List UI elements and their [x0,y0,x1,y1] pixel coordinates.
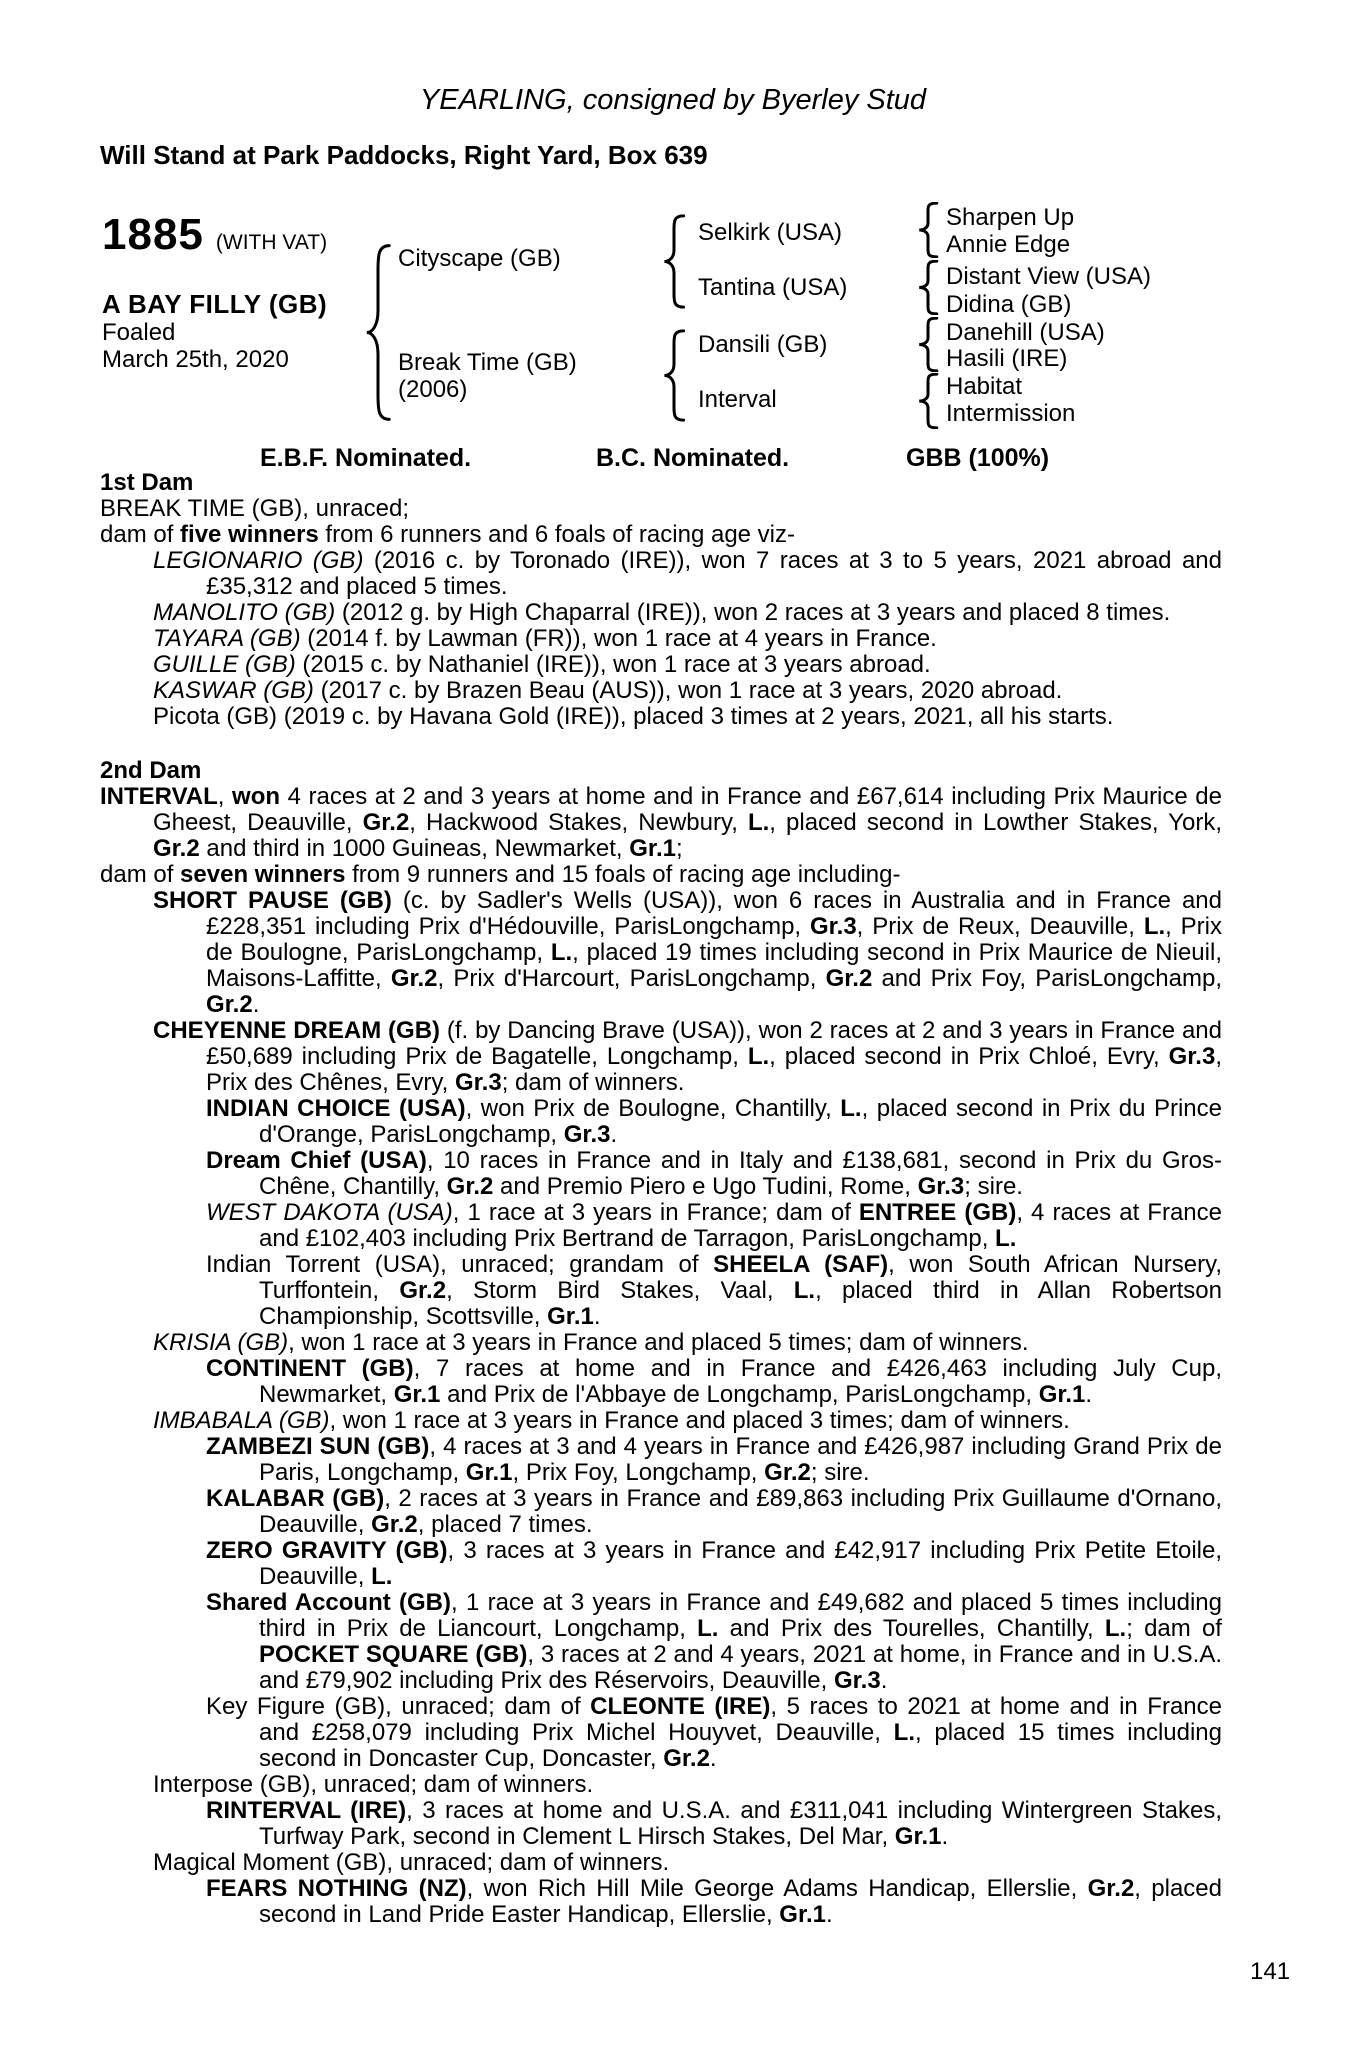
text-paragraph: FEARS NOTHING (NZ), won Rich Hill Mile George Adams Handicap, Ellerslie, Gr.2, placed second in Land Pride Easter Handicap, Ellerslie, Gr.1. [206,1875,1222,1928]
text-paragraph: CONTINENT (GB), 7 races at home and in France and £426,463 including July Cup, Newmarket, Gr.1 and Prix de l'Abbaye de Longchamp, ParisLongchamp, Gr.1. [206,1355,1222,1408]
pedigree-brace-grandsire-4 [917,373,939,429]
text-paragraph: BREAK TIME (GB), unraced; [100,495,409,522]
section-heading: 2nd Dam [100,757,202,784]
pedigree-brace-grandsire-1 [917,202,939,258]
pedigree-gen3-1: Sharpen Up [946,204,1075,231]
text-paragraph: KALABAR (GB), 2 races at 3 years in France and £89,863 including Prix Guillaume d'Ornano, Deauville, Gr.2, placed 7 times. [206,1485,1222,1538]
pedigree-gen2-dam-sire: Dansili (GB) [698,331,828,358]
text-paragraph: WEST DAKOTA (USA), 1 race at 3 years in France; dam of ENTREE (GB), 4 races at France and £102,403 including Prix Bertrand de Tarragon, ParisLongchamp, L. [206,1199,1222,1252]
pedigree-gen3-6: Hasili (IRE) [946,345,1068,372]
text-paragraph: ZAMBEZI SUN (GB), 4 races at 3 and 4 years in France and £426,987 including Grand Prix de Paris, Longchamp, Gr.1, Prix Foy, Longchamp, Gr.2; sire. [206,1433,1222,1486]
page-title: YEARLING, consigned by Byerley Stud [419,84,927,116]
vat-note: (WITH VAT) [215,231,328,254]
text-paragraph: GUILLE (GB) (2015 c. by Nathaniel (IRE)), won 1 race at 3 years abroad. [153,651,931,678]
lot-number: 1885 [102,210,204,259]
lot-header [102,210,327,260]
pedigree-dam-name: Break Time (GB) [398,349,577,376]
pedigree-dam-year: (2006) [398,376,468,403]
page-number: 141 [1250,1958,1291,1985]
pedigree-gen3-8: Intermission [946,400,1076,427]
text-paragraph: Dream Chief (USA), 10 races in France and in Italy and £138,681, second in Prix du Gros-Chêne, Chantilly, Gr.2 and Premio Piero e Ugo Tudini, Rome, Gr.3; sire. [206,1147,1222,1200]
bc-nomination: B.C. Nominated. [596,444,790,472]
foaled-date: March 25th, 2020 [102,346,289,373]
text-paragraph: Picota (GB) (2019 c. by Havana Gold (IRE)), placed 3 times at 2 years, 2021, all his starts. [153,703,1114,730]
text-paragraph: Shared Account (GB), 1 race at 3 years in France and £49,682 and placed 5 times including third in Prix de Liancourt, Longchamp, L. and Prix des Tourelles, Chantilly, L.; dam of POCKET SQUARE (GB), 3 races at 2 and 4 years, 2021 at home, in France and in U.S.A. and £79,902 including Prix des Réservoirs, Deauville, Gr.3. [206,1589,1223,1694]
pedigree-gen3-7: Habitat [946,373,1023,400]
text-paragraph: INTERVAL, won 4 races at 2 and 3 years at home and in France and £67,614 including Prix Maurice de Gheest, Deauville, Gr.2, Hackwood Stakes, Newbury, L., placed second in Lowther Stakes, York, Gr.2 and third in 1000 Guineas, Newmarket, Gr.1; [100,783,1222,862]
pedigree-gen2-sire-sire: Selkirk (USA) [698,219,843,246]
text-paragraph: ZERO GRAVITY (GB), 3 races at 3 years in France and £42,917 including Prix Petite Etoile, Deauville, L. [206,1537,1223,1590]
ebf-nomination: E.B.F. Nominated. [260,444,472,472]
section-heading: 1st Dam [100,469,194,496]
pedigree-gen3-2: Annie Edge [946,231,1071,258]
horse-description: A BAY FILLY (GB) [102,289,328,319]
pedigree-gen3-3: Distant View (USA) [946,263,1151,290]
stand-location-line: Will Stand at Park Paddocks, Right Yard, Box 639 [100,140,708,170]
text-paragraph: INDIAN CHOICE (USA), won Prix de Boulogne, Chantilly, L., placed second in Prix du Prince d'Orange, ParisLongchamp, Gr.3. [206,1095,1222,1148]
text-paragraph: SHORT PAUSE (GB) (c. by Sadler's Wells (USA)), won 6 races in Australia and in France and £228,351 including Prix d'Hédouville, ParisLongchamp, Gr.3, Prix de Reux, Deauville, L., Prix de Boulogne, ParisLongchamp, L., placed 19 times including second in Prix Maurice de Nieuil, Maisons-Laffitte, Gr.2, Prix d'Harcourt, ParisLongchamp, Gr.2 and Prix Foy, ParisLongchamp, Gr.2. [153,887,1223,1018]
pedigree-brace-sire [662,214,686,309]
pedigree-gen3-5: Danehill (USA) [946,319,1105,346]
text-paragraph: dam of seven winners from 9 runners and 15 foals of racing age including- [100,861,901,888]
pedigree-brace-grandsire-2 [917,260,939,315]
pedigree-text [100,470,1222,1928]
pedigree-gen2-sire-dam: Tantina (USA) [698,274,848,301]
gbb-badge: GBB (100%) [906,444,1050,472]
pedigree-brace-gen1 [364,242,392,423]
text-paragraph: KASWAR (GB) (2017 c. by Brazen Beau (AUS)), won 1 race at 3 years, 2020 abroad. [153,677,1063,704]
text-paragraph: MANOLITO (GB) (2012 g. by High Chaparral (IRE)), won 2 races at 3 years and placed 8 times. [153,599,1171,626]
text-paragraph: Interpose (GB), unraced; dam of winners. [153,1771,594,1798]
pedigree-gen2-dam-dam: Interval [698,386,777,413]
foaled-label: Foaled [102,319,176,346]
pedigree-brace-grandsire-3 [917,317,939,372]
text-paragraph: Indian Torrent (USA), unraced; grandam of SHEELA (SAF), won South African Nursery, Turffontein, Gr.2, Storm Bird Stakes, Vaal, L., placed third in Allan Robertson Championship, Scottsville, Gr.1. [206,1251,1223,1330]
text-paragraph: Magical Moment (GB), unraced; dam of winners. [153,1849,670,1876]
pedigree-sire-name: Cityscape (GB) [398,245,561,272]
text-paragraph: dam of five winners from 6 runners and 6 foals of racing age viz- [100,521,796,548]
text-paragraph: LEGIONARIO (GB) (2016 c. by Toronado (IRE)), won 7 races at 3 to 5 years, 2021 abroad and £35,312 and placed 5 times. [153,547,1222,600]
text-paragraph: IMBABALA (GB), won 1 race at 3 years in France and placed 3 times; dam of winners. [153,1407,1070,1434]
text-paragraph: CHEYENNE DREAM (GB) (f. by Dancing Brave (USA)), won 2 races at 2 and 3 years in France and £50,689 including Prix de Bagatelle, Longchamp, L., placed second in Prix Chloé, Evry, Gr.3, Prix des Chênes, Evry, Gr.3; dam of winners. [153,1017,1222,1096]
pedigree-brace-dam [662,329,686,422]
pedigree-gen3-4: Didina (GB) [946,291,1072,318]
text-paragraph: TAYARA (GB) (2014 f. by Lawman (FR)), won 1 race at 4 years in France. [153,625,937,652]
text-paragraph: KRISIA (GB), won 1 race at 3 years in France and placed 5 times; dam of winners. [153,1329,1029,1356]
text-paragraph: RINTERVAL (IRE), 3 races at home and U.S.A. and £311,041 including Wintergreen Stakes, Turfway Park, second in Clement L Hirsch Stakes, Del Mar, Gr.1. [206,1797,1223,1850]
text-paragraph: Key Figure (GB), unraced; dam of CLEONTE (IRE), 5 races to 2021 at home and in France and £258,079 including Prix Michel Houyvet, Deauville, L., placed 15 times including second in Doncaster Cup, Doncaster, Gr.2. [206,1693,1222,1772]
